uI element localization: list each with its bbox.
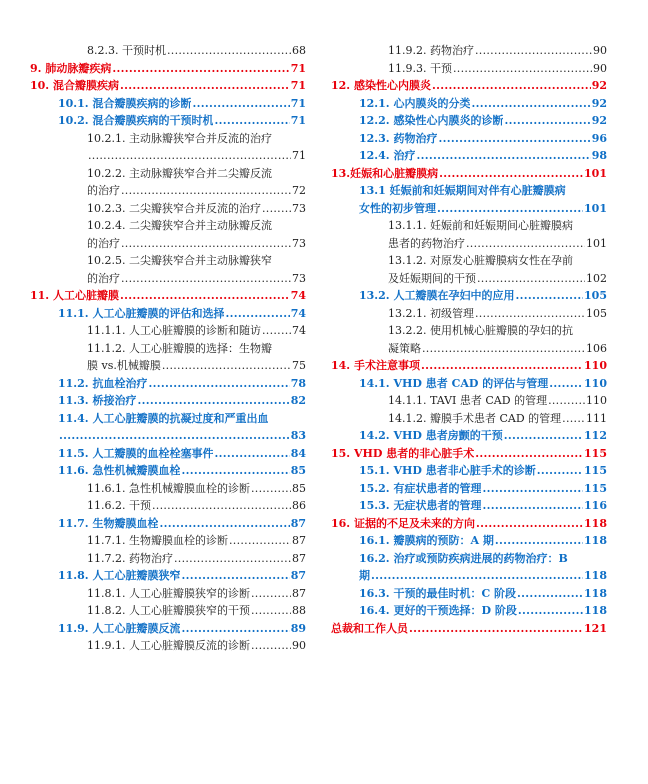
- toc-entry-title: 14.1.2. 瓣膜手术患者 CAD 的管理: [388, 411, 562, 425]
- toc-entry[interactable]: [30, 480, 306, 498]
- toc-entry[interactable]: [331, 410, 607, 428]
- toc-leader-dots: [251, 637, 291, 655]
- toc-entry-page: 86: [292, 499, 306, 512]
- toc-entry-page: 84: [290, 446, 306, 460]
- toc-entry[interactable]: [331, 392, 607, 410]
- toc-entry-title: 15. VHD 患者的非心脏手术: [331, 446, 475, 460]
- toc-entry-title-cont: 女性的初步管理: [359, 201, 436, 215]
- toc-entry-line: [87, 270, 306, 288]
- toc-entry-title: 10.2.4. 二尖瓣狭窄合并主动脉瓣反流: [87, 219, 272, 232]
- toc-entry-title: 13.2.1. 初级管理: [388, 306, 474, 320]
- toc-entry-title: 15.2. 有症状患者的管理: [359, 481, 482, 495]
- toc-entry-title: 10.2.3. 二尖瓣狭窄合并反流的治疗: [87, 201, 261, 215]
- toc-entry[interactable]: [331, 357, 607, 375]
- toc-leader-dots: [548, 392, 585, 410]
- toc-entry[interactable]: [30, 497, 306, 515]
- toc-entry[interactable]: [30, 322, 306, 340]
- toc-entry-title: 15.1. VHD 患者非心脏手术的诊断: [359, 464, 536, 477]
- toc-leader-dots: [121, 270, 291, 288]
- toc-entry-page: 82: [290, 394, 306, 407]
- toc-entry[interactable]: [331, 165, 607, 183]
- toc-entry[interactable]: [30, 95, 306, 113]
- toc-entry-title-cont: 的治疗: [87, 271, 120, 285]
- toc-entry-title: 12.3. 药物治疗: [359, 131, 438, 145]
- toc-entry-page: 71: [290, 79, 306, 92]
- toc-entry-title: 10.1. 混合瓣膜疾病的诊断: [58, 96, 192, 110]
- toc-entry-page: 74: [290, 289, 306, 302]
- toc-entry-page: 89: [290, 621, 306, 635]
- toc-entry-title: 10.2.5. 二尖瓣狭窄合并主动脉瓣狭窄: [87, 254, 272, 267]
- toc-entry[interactable]: [331, 480, 607, 498]
- toc-entry[interactable]: [30, 585, 306, 603]
- toc-entry-page: 71: [290, 61, 306, 75]
- toc-leader-dots: [167, 42, 291, 60]
- toc-entry-title: 11.7.1. 生物瓣膜血栓的诊断: [87, 534, 228, 547]
- toc-entry-title: 11.3. 桥接治疗: [58, 394, 137, 407]
- toc-entry-page: 115: [584, 481, 607, 495]
- toc-left-column: [30, 42, 306, 655]
- toc-entry[interactable]: [331, 182, 607, 217]
- toc-entry-title: 16.3. 干预的最佳时机：C 阶段: [359, 586, 517, 600]
- toc-leader-dots: [112, 60, 289, 78]
- toc-entry-page: 105: [584, 289, 607, 302]
- toc-entry-page: 74: [292, 324, 306, 337]
- toc-entry-page: 73: [292, 201, 306, 215]
- toc-leader-dots: [251, 585, 291, 603]
- toc-entry[interactable]: [30, 567, 306, 585]
- toc-entry-title: 11.6. 急性机械瓣膜血栓: [58, 464, 181, 477]
- toc-leader-dots: [120, 287, 290, 305]
- toc-entry-title: 13.2. 人工瓣膜在孕妇中的应用: [359, 289, 515, 302]
- toc-entry-page: 90: [593, 61, 607, 75]
- toc-entry[interactable]: [331, 532, 607, 550]
- toc-entry-title: 9. 肺动脉瓣疾病: [30, 61, 112, 75]
- toc-entry[interactable]: [331, 77, 607, 95]
- toc-entry-page: 112: [584, 429, 607, 442]
- toc-entry-title: 11.9. 人工心脏瓣膜反流: [58, 621, 181, 635]
- toc-entry[interactable]: [30, 602, 306, 620]
- toc-entry-page: 98: [591, 149, 607, 162]
- toc-leader-dots: [475, 42, 592, 60]
- toc-entry-page: 88: [292, 604, 306, 617]
- toc-entry-line: [388, 322, 607, 340]
- toc-entry-title: 10.2.2. 主动脉瓣狭窄合并二尖瓣反流: [87, 166, 272, 180]
- toc-entry-page: 92: [591, 114, 607, 127]
- toc-entry-title: 11.7. 生物瓣膜血栓: [58, 516, 159, 530]
- toc-entry[interactable]: [331, 130, 607, 148]
- toc-entry-title: 12. 感染性心内膜炎: [331, 79, 431, 92]
- toc-entry-title: 16. 证据的不足及未来的方向: [331, 516, 475, 530]
- toc-entry-page: 87: [290, 569, 306, 582]
- toc-entry[interactable]: [30, 392, 306, 410]
- toc-entry-title: 12.1. 心内膜炎的分类: [359, 96, 471, 110]
- toc-entry-line: [87, 130, 306, 148]
- toc-entry[interactable]: [331, 550, 607, 585]
- toc-entry-page: 73: [292, 236, 306, 250]
- toc-entry-page: 111: [586, 411, 607, 425]
- toc-entry-line: [87, 147, 306, 165]
- toc-entry-title: 11.1. 人工心脏瓣膜的评估和选择: [58, 306, 225, 320]
- toc-entry-line: [388, 235, 607, 253]
- toc-leader-dots: [537, 462, 583, 480]
- toc-entry-page: 118: [584, 604, 607, 617]
- toc-leader-dots: [214, 445, 289, 463]
- toc-entry[interactable]: [331, 147, 607, 165]
- toc-entry-title: 13.1.1. 妊娠前和妊娠期间心脏瓣膜病: [388, 219, 573, 232]
- toc-entry[interactable]: [331, 602, 607, 620]
- toc-entry-page: 118: [584, 516, 607, 530]
- toc-entry-title: 10.2.1. 主动脉瓣狭窄合并反流的治疗: [87, 131, 272, 145]
- toc-entry-line: [87, 235, 306, 253]
- toc-entry-title: 11.2. 抗血栓治疗: [58, 376, 148, 390]
- toc-entry-page: 71: [290, 96, 306, 110]
- toc-entry[interactable]: [30, 305, 306, 323]
- toc-leader-dots: [518, 602, 583, 620]
- toc-entry-page: 71: [292, 149, 306, 162]
- toc-entry-title: 11.1.1. 人工心脏瓣膜的诊断和随访: [87, 324, 261, 337]
- toc-entry[interactable]: [30, 532, 306, 550]
- toc-entry-page: 72: [292, 184, 306, 197]
- toc-entry[interactable]: [331, 217, 607, 252]
- toc-entry[interactable]: [30, 515, 306, 533]
- toc-entry[interactable]: [331, 112, 607, 130]
- toc-entry[interactable]: [30, 550, 306, 568]
- toc-entry-title: 13.1.2. 对原发心脏瓣膜病女性在孕前: [388, 254, 573, 267]
- toc-entry-title: 15.3. 无症状患者的管理: [359, 499, 482, 512]
- toc-leader-dots: [225, 305, 289, 323]
- toc-entry-title-cont: 患者的药物治疗: [388, 236, 465, 250]
- toc-entry-title: 11.6.1. 急性机械瓣膜血栓的诊断: [87, 481, 250, 495]
- toc-leader-dots: [504, 427, 583, 445]
- toc-entry-page: 75: [292, 359, 306, 372]
- toc-leader-dots: [251, 480, 291, 498]
- toc-entry-title: 11.9.3. 干预: [388, 61, 452, 75]
- toc-leader-dots: [251, 602, 291, 620]
- toc-entry-title-cont: 期: [359, 569, 370, 582]
- toc-entry-title: 11.9.1. 人工心脏瓣膜反流的诊断: [87, 639, 250, 652]
- toc-entry-title-cont: 凝策略: [388, 341, 421, 355]
- toc-leader-dots: [409, 620, 583, 638]
- toc-entry-title: 10. 混合瓣膜疾病: [30, 79, 119, 92]
- toc-entry-line: [388, 217, 607, 235]
- toc-entry[interactable]: [30, 445, 306, 463]
- toc-leader-dots: [517, 585, 583, 603]
- toc-entry-page: 118: [584, 569, 607, 582]
- toc-entry-title: 11.8.2. 人工心脏瓣膜狭窄的干预: [87, 604, 250, 617]
- toc-leader-dots: [475, 305, 585, 323]
- toc-entry-page: 96: [591, 131, 607, 145]
- toc-entry[interactable]: [331, 620, 607, 638]
- toc-entry-page: 71: [290, 114, 306, 127]
- toc-entry-title: 11.7.2. 药物治疗: [87, 551, 173, 565]
- toc-entry[interactable]: [30, 620, 306, 638]
- toc-right-column: [331, 42, 607, 637]
- toc-entry-page: 92: [591, 79, 607, 92]
- toc-entry-title: 11.8.1. 人工心脏瓣膜狭窄的诊断: [87, 586, 250, 600]
- toc-entry-title-cont: 的治疗: [87, 184, 120, 197]
- toc-entry-page: 102: [586, 271, 607, 285]
- toc-entry-page: 101: [584, 166, 607, 180]
- toc-entry-title: 16.1. 瓣膜病的预防：A 期: [359, 534, 494, 547]
- toc-leader-dots: [229, 532, 291, 550]
- toc-entry[interactable]: [331, 462, 607, 480]
- toc-entry[interactable]: [331, 445, 607, 463]
- toc-entry-title-cont: 膜 vs.机械瓣膜: [87, 359, 161, 372]
- toc-entry-page: 87: [290, 516, 306, 530]
- toc-leader-dots: [549, 375, 583, 393]
- toc-entry-page: 87: [292, 586, 306, 600]
- toc-entry[interactable]: [331, 305, 607, 323]
- toc-entry-title: 11.6.2. 干预: [87, 499, 151, 512]
- toc-entry-title: 11.1.2. 人工心脏瓣膜的选择：生物瓣: [87, 341, 272, 355]
- toc-entry-title: 13.妊娠和心脏瓣膜病: [331, 166, 439, 180]
- toc-entry-line: [388, 252, 607, 270]
- toc-entry-page: 118: [584, 586, 607, 600]
- toc-entry-title: 14. 手术注意事项: [331, 359, 420, 372]
- toc-entry[interactable]: [30, 287, 306, 305]
- toc-entry[interactable]: [331, 585, 607, 603]
- toc-entry-title-cont: 的治疗: [87, 236, 120, 250]
- toc-entry-page: 115: [584, 464, 607, 477]
- toc-leader-dots: [148, 375, 289, 393]
- toc-leader-dots: [262, 322, 291, 340]
- toc-entry-page: 101: [584, 201, 607, 215]
- toc-leader-dots: [162, 357, 291, 375]
- toc-leader-dots: [192, 95, 289, 113]
- toc-entry-title: 11.5. 人工瓣膜的血栓栓塞事件: [58, 446, 214, 460]
- toc-entry-line: [58, 410, 306, 428]
- toc-entry[interactable]: [30, 252, 306, 287]
- toc-leader-dots: [174, 550, 291, 568]
- toc-entry-page: 101: [586, 236, 607, 250]
- toc-entry[interactable]: [331, 287, 607, 305]
- toc-entry[interactable]: [331, 95, 607, 113]
- toc-leader-dots: [120, 77, 290, 95]
- toc-entry-line: [388, 270, 607, 288]
- toc-entry[interactable]: [331, 497, 607, 515]
- toc-leader-dots: [181, 567, 289, 585]
- toc-leader-dots: [432, 77, 591, 95]
- toc-entry[interactable]: [30, 375, 306, 393]
- toc-entry-line: [87, 182, 306, 200]
- toc-leader-dots: [562, 410, 585, 428]
- toc-entry-title: 14.1.1. TAVI 患者 CAD 的管理: [388, 394, 548, 407]
- toc-entry-line: [87, 340, 306, 358]
- toc-entry-page: 110: [584, 376, 607, 390]
- toc-entry[interactable]: [30, 410, 306, 445]
- toc-leader-dots: [137, 392, 289, 410]
- toc-leader-dots: [476, 515, 583, 533]
- toc-entry-line: [388, 340, 607, 358]
- toc-entry-page: 105: [586, 306, 607, 320]
- toc-leader-dots: [152, 497, 291, 515]
- toc-entry-page: 110: [584, 359, 607, 372]
- toc-leader-dots: [88, 147, 291, 165]
- toc-entry-title: 11.8. 人工心脏瓣膜狭窄: [58, 569, 181, 582]
- toc-leader-dots: [262, 200, 291, 218]
- toc-leader-dots: [453, 60, 592, 78]
- toc-leader-dots: [437, 200, 583, 218]
- toc-leader-dots: [159, 515, 289, 533]
- toc-entry-page: 92: [591, 96, 607, 110]
- toc-leader-dots: [471, 95, 590, 113]
- toc-entry-line: [87, 165, 306, 183]
- toc-entry-page: 106: [586, 341, 607, 355]
- toc-leader-dots: [475, 445, 583, 463]
- toc-entry[interactable]: [331, 322, 607, 357]
- toc-entry[interactable]: [30, 637, 306, 655]
- toc-leader-dots: [416, 147, 590, 165]
- toc-entry-page: 85: [290, 464, 306, 477]
- toc-entry[interactable]: [30, 60, 306, 78]
- toc-leader-dots: [466, 235, 585, 253]
- toc-leader-dots: [214, 112, 289, 130]
- toc-entry-title: 12.2. 感染性心内膜炎的诊断: [359, 114, 504, 127]
- toc-entry[interactable]: [30, 130, 306, 165]
- toc-entry[interactable]: [30, 340, 306, 375]
- toc-entry-title: 12.4. 治疗: [359, 149, 416, 162]
- toc-leader-dots: [421, 357, 583, 375]
- toc-entry-page: 85: [292, 481, 306, 495]
- toc-entry[interactable]: [30, 462, 306, 480]
- toc-entry-line: [87, 357, 306, 375]
- toc-entry-page: 116: [584, 499, 607, 512]
- toc-entry-page: 110: [586, 394, 607, 407]
- toc-entry[interactable]: [30, 200, 306, 218]
- toc-entry-page: 90: [593, 44, 607, 57]
- toc-entry-title: 8.2.3. 干预时机: [87, 44, 166, 57]
- toc-entry[interactable]: [30, 42, 306, 60]
- toc-entry-title: 11.4. 人工心脏瓣膜的抗凝过度和严重出血: [58, 411, 269, 425]
- toc-leader-dots: [181, 462, 289, 480]
- toc-entry-page: 90: [292, 639, 306, 652]
- toc-entry-page: 74: [290, 306, 306, 320]
- toc-entry-page: 115: [584, 446, 607, 460]
- toc-entry-page: 73: [292, 271, 306, 285]
- toc-entry-line: [58, 427, 306, 445]
- toc-entry-title-cont: 及妊娠期间的干预: [388, 271, 476, 285]
- toc-entry-page: 78: [290, 376, 306, 390]
- toc-leader-dots: [477, 270, 585, 288]
- toc-leader-dots: [371, 567, 583, 585]
- toc-entry-title: 13.1 妊娠前和妊娠期间对伴有心脏瓣膜病: [359, 184, 566, 197]
- toc-leader-dots: [121, 182, 291, 200]
- toc-entry-title: 16.4. 更好的干预选择：D 阶段: [359, 604, 517, 617]
- toc-leader-dots: [439, 165, 583, 183]
- toc-entry[interactable]: [331, 252, 607, 287]
- toc-entry-title: 总裁和工作人员: [331, 621, 408, 635]
- toc-leader-dots: [504, 112, 590, 130]
- toc-entry-title: 14.2. VHD 患者房颤的干预: [359, 429, 503, 442]
- toc-leader-dots: [515, 287, 583, 305]
- toc-leader-dots: [495, 532, 583, 550]
- toc-entry-line: [87, 217, 306, 235]
- toc-entry-line: [359, 182, 607, 200]
- toc-entry[interactable]: [331, 60, 607, 78]
- toc-leader-dots: [482, 497, 583, 515]
- toc-leader-dots: [59, 427, 290, 445]
- toc-entry[interactable]: [30, 112, 306, 130]
- toc-entry-title: 11. 人工心脏瓣膜: [30, 289, 119, 302]
- toc-entry-page: 68: [292, 44, 306, 57]
- toc-leader-dots: [482, 480, 583, 498]
- toc-entry[interactable]: [331, 42, 607, 60]
- toc-entry[interactable]: [30, 217, 306, 252]
- toc-entry-title: 13.2.2. 使用机械心脏瓣膜的孕妇的抗: [388, 324, 573, 337]
- toc-leader-dots: [438, 130, 590, 148]
- toc-entry[interactable]: [331, 375, 607, 393]
- toc-entry-page: 87: [292, 534, 306, 547]
- toc-entry-title: 16.2. 治疗或预防疾病进展的药物治疗：B: [359, 551, 568, 565]
- toc-entry-title: 14.1. VHD 患者 CAD 的评估与管理: [359, 376, 549, 390]
- toc-entry-page: 87: [292, 551, 306, 565]
- toc-entry-title: 10.2. 混合瓣膜疾病的干预时机: [58, 114, 214, 127]
- toc-entry[interactable]: [30, 165, 306, 200]
- toc-entry-line: [359, 200, 607, 218]
- toc-leader-dots: [422, 340, 585, 358]
- toc-entry-page: 121: [584, 621, 607, 635]
- toc-entry-line: [87, 252, 306, 270]
- toc-leader-dots: [181, 620, 289, 638]
- toc-entry-title: 11.9.2. 药物治疗: [388, 44, 474, 57]
- toc-leader-dots: [121, 235, 291, 253]
- toc-entry-line: [359, 567, 607, 585]
- toc-entry[interactable]: [30, 77, 306, 95]
- toc-entry[interactable]: [331, 427, 607, 445]
- toc-entry[interactable]: [331, 515, 607, 533]
- toc-entry-page: 83: [290, 429, 306, 442]
- toc-entry-page: 118: [584, 534, 607, 547]
- toc-entry-line: [359, 550, 607, 568]
